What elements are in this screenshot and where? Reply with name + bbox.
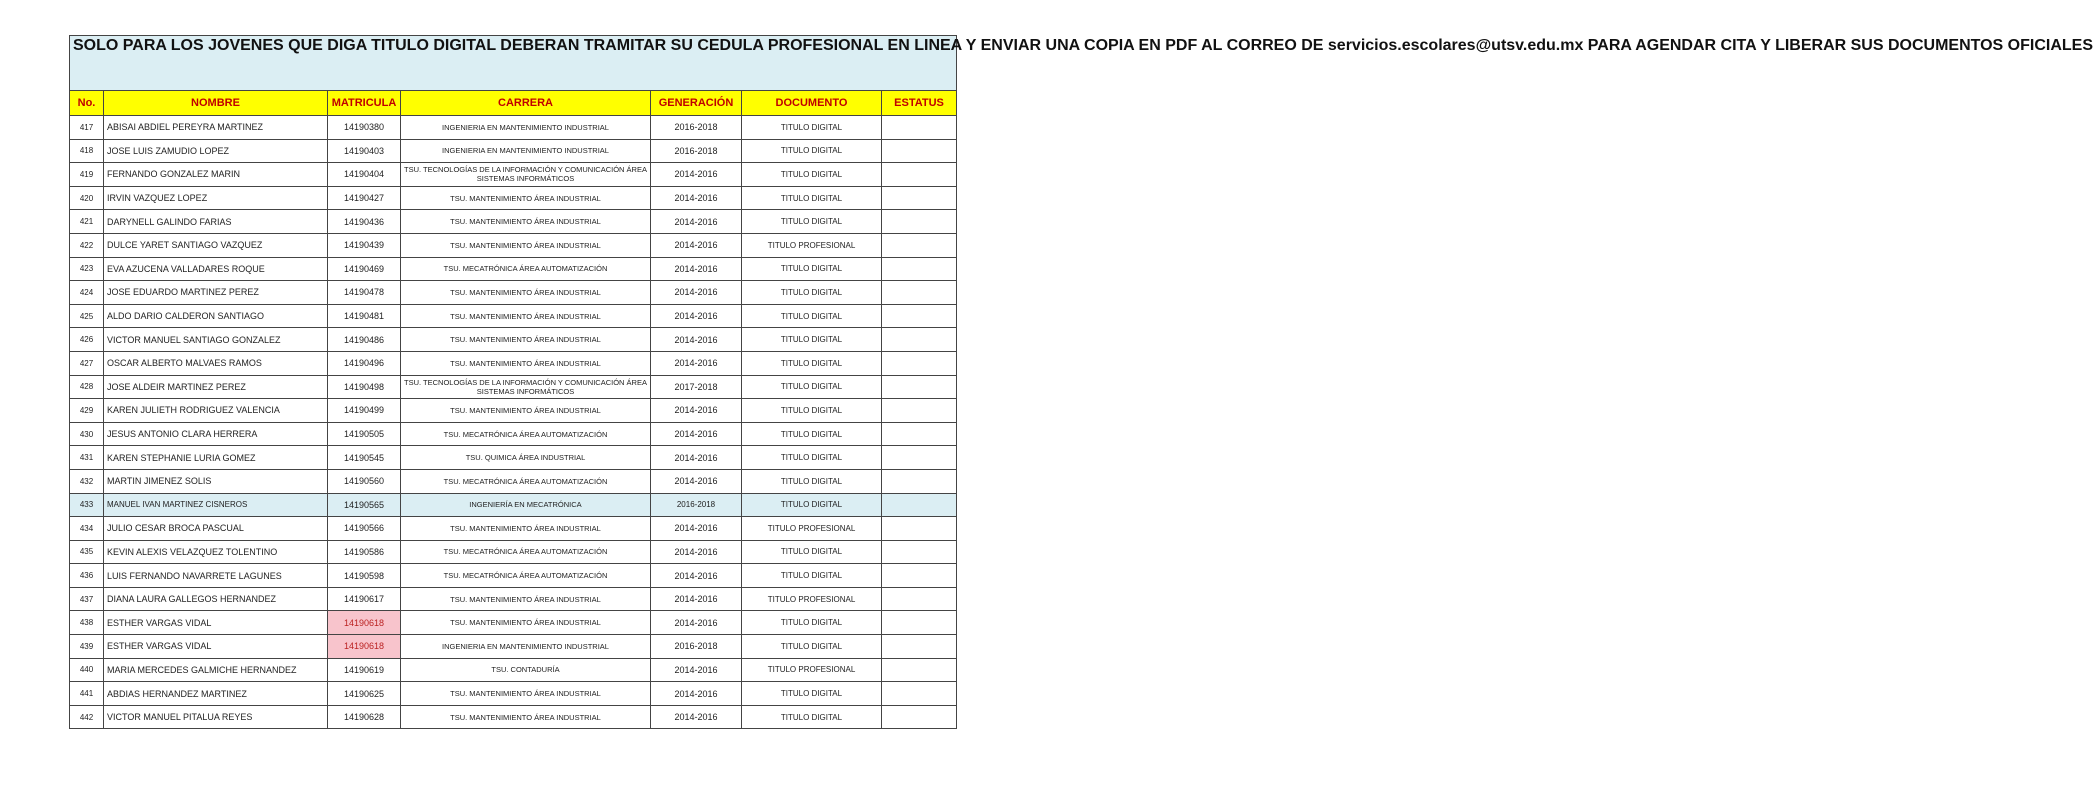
row-generacion: 2016-2018 — [651, 116, 742, 140]
table-row — [70, 304, 957, 328]
row-number: 425 — [70, 304, 104, 328]
row-number: 435 — [70, 540, 104, 564]
row-carrera: TSU. MANTENIMIENTO ÁREA INDUSTRIAL — [401, 351, 651, 375]
row-documento: TITULO PROFESIONAL — [742, 587, 882, 611]
row-estatus — [882, 682, 957, 706]
row-nombre: DARYNELL GALINDO FARIAS — [104, 210, 328, 234]
row-matricula: 14190545 — [328, 446, 401, 470]
column-header-generacion: GENERACIÓN — [651, 91, 742, 116]
table-row — [70, 186, 957, 210]
row-number: 441 — [70, 682, 104, 706]
row-carrera: TSU. MECATRÓNICA ÁREA AUTOMATIZACIÓN — [401, 257, 651, 281]
row-matricula: 14190380 — [328, 116, 401, 140]
row-generacion: 2016-2018 — [651, 635, 742, 659]
row-generacion: 2014-2016 — [651, 611, 742, 635]
row-documento: TITULO DIGITAL — [742, 328, 882, 352]
row-number: 428 — [70, 375, 104, 399]
row-carrera: INGENIERIA EN MANTENIMIENTO INDUSTRIAL — [401, 116, 651, 140]
row-matricula: 14190618 — [328, 635, 401, 659]
row-estatus — [882, 705, 957, 729]
row-number: 431 — [70, 446, 104, 470]
table-row — [70, 540, 957, 564]
row-nombre: KEVIN ALEXIS VELAZQUEZ TOLENTINO — [104, 540, 328, 564]
row-generacion: 2014-2016 — [651, 210, 742, 234]
row-documento: TITULO DIGITAL — [742, 351, 882, 375]
row-generacion: 2014-2016 — [651, 233, 742, 257]
row-nombre: VICTOR MANUEL PITALUA REYES — [104, 705, 328, 729]
row-estatus — [882, 493, 957, 517]
table-row — [70, 399, 957, 423]
row-matricula: 14190565 — [328, 493, 401, 517]
row-generacion: 2016-2018 — [651, 139, 742, 163]
row-matricula: 14190617 — [328, 587, 401, 611]
row-documento: TITULO DIGITAL — [742, 705, 882, 729]
row-generacion: 2014-2016 — [651, 163, 742, 187]
table-row — [70, 564, 957, 588]
row-carrera: INGENIERIA EN MANTENIMIENTO INDUSTRIAL — [401, 139, 651, 163]
row-number: 427 — [70, 351, 104, 375]
row-estatus — [882, 328, 957, 352]
row-generacion: 2014-2016 — [651, 564, 742, 588]
table-row — [70, 682, 957, 706]
row-generacion: 2016-2018 — [651, 493, 742, 517]
row-estatus — [882, 635, 957, 659]
table-row — [70, 658, 957, 682]
row-carrera: INGENIERIA EN MANTENIMIENTO INDUSTRIAL — [401, 635, 651, 659]
row-generacion: 2014-2016 — [651, 658, 742, 682]
row-estatus — [882, 564, 957, 588]
row-documento: TITULO DIGITAL — [742, 375, 882, 399]
row-generacion: 2014-2016 — [651, 422, 742, 446]
row-documento: TITULO DIGITAL — [742, 493, 882, 517]
column-header-estatus: ESTATUS — [882, 91, 957, 116]
table-row — [70, 233, 957, 257]
row-nombre: ALDO DARIO CALDERON SANTIAGO — [104, 304, 328, 328]
notice-banner — [70, 36, 2093, 91]
row-matricula: 14190403 — [328, 139, 401, 163]
row-documento: TITULO DIGITAL — [742, 446, 882, 470]
table-row — [70, 611, 957, 635]
table-row — [70, 375, 957, 399]
row-carrera: TSU. MANTENIMIENTO ÁREA INDUSTRIAL — [401, 304, 651, 328]
row-carrera: TSU. MECATRÓNICA ÁREA AUTOMATIZACIÓN — [401, 469, 651, 493]
row-number: 440 — [70, 658, 104, 682]
row-carrera: TSU. CONTADURÍA — [401, 658, 651, 682]
row-nombre: LUIS FERNANDO NAVARRETE LAGUNES — [104, 564, 328, 588]
row-estatus — [882, 281, 957, 305]
row-matricula: 14190566 — [328, 517, 401, 541]
row-number: 433 — [70, 493, 104, 517]
table-row — [70, 446, 957, 470]
table-row — [70, 469, 957, 493]
row-generacion: 2014-2016 — [651, 682, 742, 706]
students-table — [69, 35, 2093, 729]
row-matricula: 14190619 — [328, 658, 401, 682]
row-carrera: TSU. QUIMICA ÁREA INDUSTRIAL — [401, 446, 651, 470]
row-carrera: TSU. MANTENIMIENTO ÁREA INDUSTRIAL — [401, 682, 651, 706]
column-header-nombre: NOMBRE — [104, 91, 328, 116]
row-number: 417 — [70, 116, 104, 140]
row-documento: TITULO DIGITAL — [742, 163, 882, 187]
row-carrera: TSU. MANTENIMIENTO ÁREA INDUSTRIAL — [401, 517, 651, 541]
row-carrera: TSU. MANTENIMIENTO ÁREA INDUSTRIAL — [401, 281, 651, 305]
table-row — [70, 281, 957, 305]
row-nombre: MARIA MERCEDES GALMICHE HERNANDEZ — [104, 658, 328, 682]
row-matricula: 14190436 — [328, 210, 401, 234]
notice-banner-text: SOLO PARA LOS JOVENES QUE DIGA TITULO DIGITAL DEBERAN TRAMITAR SU CEDULA PROFESIONAL EN LINEA Y ENVIAR UNA COPIA EN PDF AL CORREO DE servicios.escolares@utsv.edu.mx PARA AGENDAR CITA Y LIBERAR SUS DOCUMENTOS OFICIALES — [73, 37, 2093, 54]
row-generacion: 2014-2016 — [651, 186, 742, 210]
row-nombre: JOSE ALDEIR MARTINEZ PEREZ — [104, 375, 328, 399]
row-number: 432 — [70, 469, 104, 493]
table-row — [70, 139, 957, 163]
row-generacion: 2014-2016 — [651, 446, 742, 470]
row-estatus — [882, 163, 957, 187]
row-generacion: 2014-2016 — [651, 587, 742, 611]
row-estatus — [882, 611, 957, 635]
row-nombre: KAREN JULIETH RODRIGUEZ VALENCIA — [104, 399, 328, 423]
row-nombre: IRVIN VAZQUEZ LOPEZ — [104, 186, 328, 210]
row-documento: TITULO DIGITAL — [742, 210, 882, 234]
row-matricula: 14190499 — [328, 399, 401, 423]
row-estatus — [882, 658, 957, 682]
row-carrera: TSU. MANTENIMIENTO ÁREA INDUSTRIAL — [401, 399, 651, 423]
row-nombre: ESTHER VARGAS VIDAL — [104, 611, 328, 635]
table-row — [70, 163, 957, 187]
row-documento: TITULO DIGITAL — [742, 116, 882, 140]
row-carrera: INGENIERÍA EN MECATRÓNICA — [401, 493, 651, 517]
row-number: 439 — [70, 635, 104, 659]
row-carrera: TSU. MECATRÓNICA ÁREA AUTOMATIZACIÓN — [401, 540, 651, 564]
row-generacion: 2014-2016 — [651, 281, 742, 305]
row-generacion: 2014-2016 — [651, 351, 742, 375]
row-documento: TITULO DIGITAL — [742, 186, 882, 210]
row-nombre: ABDIAS HERNANDEZ MARTINEZ — [104, 682, 328, 706]
column-header-documento: DOCUMENTO — [742, 91, 882, 116]
row-estatus — [882, 375, 957, 399]
row-documento: TITULO DIGITAL — [742, 422, 882, 446]
row-nombre: DIANA LAURA GALLEGOS HERNANDEZ — [104, 587, 328, 611]
row-nombre: JOSE LUIS ZAMUDIO LOPEZ — [104, 139, 328, 163]
row-estatus — [882, 351, 957, 375]
row-carrera: TSU. MANTENIMIENTO ÁREA INDUSTRIAL — [401, 233, 651, 257]
row-matricula: 14190586 — [328, 540, 401, 564]
row-carrera: TSU. MECATRÓNICA ÁREA AUTOMATIZACIÓN — [401, 564, 651, 588]
row-estatus — [882, 446, 957, 470]
row-estatus — [882, 422, 957, 446]
row-estatus — [882, 116, 957, 140]
row-documento: TITULO DIGITAL — [742, 611, 882, 635]
column-header-no: No. — [70, 91, 104, 116]
row-documento: TITULO DIGITAL — [742, 540, 882, 564]
column-header-matricula: MATRICULA — [328, 91, 401, 116]
row-documento: TITULO DIGITAL — [742, 304, 882, 328]
row-number: 430 — [70, 422, 104, 446]
row-estatus — [882, 469, 957, 493]
row-documento: TITULO DIGITAL — [742, 399, 882, 423]
row-carrera: TSU. MANTENIMIENTO ÁREA INDUSTRIAL — [401, 328, 651, 352]
table-row — [70, 328, 957, 352]
table-row — [70, 351, 957, 375]
row-matricula: 14190439 — [328, 233, 401, 257]
row-estatus — [882, 257, 957, 281]
row-matricula: 14190404 — [328, 163, 401, 187]
row-estatus — [882, 540, 957, 564]
row-nombre: MARTIN JIMENEZ SOLIS — [104, 469, 328, 493]
table-row — [70, 517, 957, 541]
row-documento: TITULO DIGITAL — [742, 257, 882, 281]
row-carrera: TSU. MANTENIMIENTO ÁREA INDUSTRIAL — [401, 705, 651, 729]
row-carrera: TSU. MANTENIMIENTO ÁREA INDUSTRIAL — [401, 587, 651, 611]
row-nombre: JOSE EDUARDO MARTINEZ PEREZ — [104, 281, 328, 305]
row-nombre: VICTOR MANUEL SANTIAGO GONZALEZ — [104, 328, 328, 352]
row-estatus — [882, 304, 957, 328]
row-documento: TITULO DIGITAL — [742, 635, 882, 659]
row-number: 418 — [70, 139, 104, 163]
row-number: 419 — [70, 163, 104, 187]
row-carrera: TSU. MANTENIMIENTO ÁREA INDUSTRIAL — [401, 186, 651, 210]
row-nombre: OSCAR ALBERTO MALVAES RAMOS — [104, 351, 328, 375]
row-number: 436 — [70, 564, 104, 588]
table-row — [70, 257, 957, 281]
row-carrera: TSU. TECNOLOGÍAS DE LA INFORMACIÓN Y COMUNICACIÓN ÁREA SISTEMAS INFORMÁTICOS — [401, 163, 651, 187]
row-number: 437 — [70, 587, 104, 611]
row-number: 421 — [70, 210, 104, 234]
row-estatus — [882, 399, 957, 423]
row-number: 423 — [70, 257, 104, 281]
row-nombre: JULIO CESAR BROCA PASCUAL — [104, 517, 328, 541]
row-documento: TITULO PROFESIONAL — [742, 517, 882, 541]
row-generacion: 2014-2016 — [651, 304, 742, 328]
row-estatus — [882, 186, 957, 210]
row-nombre: EVA AZUCENA VALLADARES ROQUE — [104, 257, 328, 281]
table-row — [70, 493, 957, 517]
row-nombre: FERNANDO GONZALEZ MARIN — [104, 163, 328, 187]
row-number: 438 — [70, 611, 104, 635]
row-nombre: JESUS ANTONIO CLARA HERRERA — [104, 422, 328, 446]
row-matricula: 14190628 — [328, 705, 401, 729]
row-generacion: 2014-2016 — [651, 469, 742, 493]
row-matricula: 14190505 — [328, 422, 401, 446]
table-row — [70, 210, 957, 234]
row-number: 424 — [70, 281, 104, 305]
row-carrera: TSU. MANTENIMIENTO ÁREA INDUSTRIAL — [401, 611, 651, 635]
row-number: 434 — [70, 517, 104, 541]
table-row — [70, 705, 957, 729]
row-nombre: ABISAI ABDIEL PEREYRA MARTINEZ — [104, 116, 328, 140]
row-documento: TITULO PROFESIONAL — [742, 233, 882, 257]
row-generacion: 2014-2016 — [651, 705, 742, 729]
row-estatus — [882, 210, 957, 234]
row-nombre: ESTHER VARGAS VIDAL — [104, 635, 328, 659]
row-matricula: 14190560 — [328, 469, 401, 493]
row-matricula: 14190618 — [328, 611, 401, 635]
row-documento: TITULO DIGITAL — [742, 564, 882, 588]
row-documento: TITULO DIGITAL — [742, 139, 882, 163]
row-number: 442 — [70, 705, 104, 729]
row-matricula: 14190498 — [328, 375, 401, 399]
row-nombre: DULCE YARET SANTIAGO VAZQUEZ — [104, 233, 328, 257]
row-documento: TITULO DIGITAL — [742, 281, 882, 305]
row-documento: TITULO PROFESIONAL — [742, 658, 882, 682]
column-header-carrera: CARRERA — [401, 91, 651, 116]
table-row — [70, 116, 957, 140]
row-matricula: 14190598 — [328, 564, 401, 588]
row-generacion: 2014-2016 — [651, 540, 742, 564]
row-estatus — [882, 233, 957, 257]
row-generacion: 2014-2016 — [651, 517, 742, 541]
row-matricula: 14190427 — [328, 186, 401, 210]
row-generacion: 2014-2016 — [651, 328, 742, 352]
row-number: 422 — [70, 233, 104, 257]
row-matricula: 14190478 — [328, 281, 401, 305]
row-matricula: 14190481 — [328, 304, 401, 328]
row-estatus — [882, 587, 957, 611]
row-matricula: 14190469 — [328, 257, 401, 281]
row-estatus — [882, 517, 957, 541]
row-matricula: 14190496 — [328, 351, 401, 375]
row-nombre: MANUEL IVAN MARTINEZ CISNEROS — [104, 493, 328, 517]
table-row — [70, 422, 957, 446]
row-carrera: TSU. TECNOLOGÍAS DE LA INFORMACIÓN Y COMUNICACIÓN ÁREA SISTEMAS INFORMÁTICOS — [401, 375, 651, 399]
row-number: 426 — [70, 328, 104, 352]
row-generacion: 2014-2016 — [651, 399, 742, 423]
row-generacion: 2017-2018 — [651, 375, 742, 399]
table-row — [70, 587, 957, 611]
row-generacion: 2014-2016 — [651, 257, 742, 281]
row-number: 420 — [70, 186, 104, 210]
row-matricula: 14190625 — [328, 682, 401, 706]
table-row — [70, 635, 957, 659]
row-matricula: 14190486 — [328, 328, 401, 352]
column-header-row — [70, 91, 957, 116]
row-carrera: TSU. MANTENIMIENTO ÁREA INDUSTRIAL — [401, 210, 651, 234]
row-documento: TITULO DIGITAL — [742, 469, 882, 493]
row-carrera: TSU. MECATRÓNICA ÁREA AUTOMATIZACIÓN — [401, 422, 651, 446]
row-nombre: KAREN STEPHANIE LURIA GOMEZ — [104, 446, 328, 470]
row-documento: TITULO DIGITAL — [742, 682, 882, 706]
row-number: 429 — [70, 399, 104, 423]
row-estatus — [882, 139, 957, 163]
